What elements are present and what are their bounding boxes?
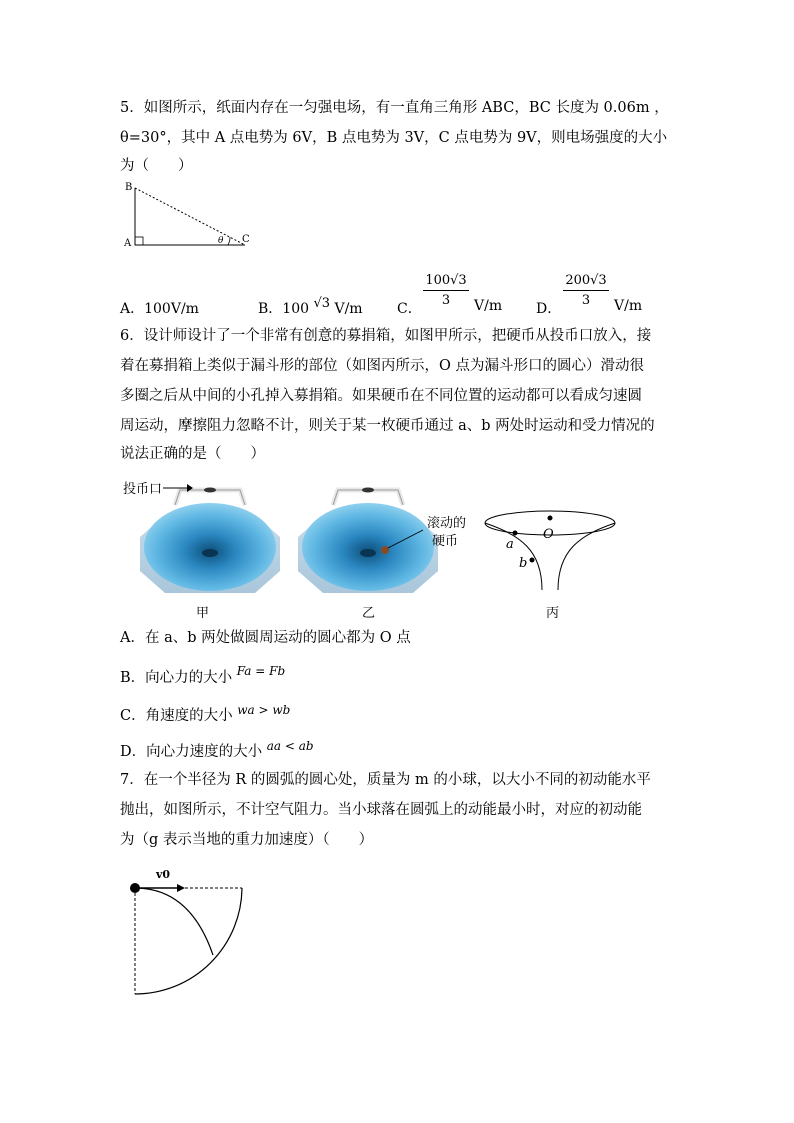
q7-stem-line-3: 为（g 表示当地的重力加速度）（ ） xyxy=(120,832,374,848)
q6-option-d-formula: aa < ab xyxy=(266,739,314,753)
q5-option-c-fraction xyxy=(423,273,469,308)
q6-label-b: b xyxy=(519,556,528,571)
q5-option-c-numerator: 100√3 xyxy=(425,273,467,288)
q6-option-b-text: B．向心力的大小 xyxy=(120,670,233,686)
q5-stem-line-1: 5．如图所示，纸面内存在一匀强电场，有一直角三角形 ABC，BC 长度为 0.06m ， xyxy=(120,100,669,116)
q6-option-d-text: D．向心力速度的大小 xyxy=(120,744,263,760)
q5-stem-line-3: 为（ ） xyxy=(120,158,193,174)
q5-label-b: B xyxy=(125,182,133,193)
q5-option-b-sqrt: √3 xyxy=(313,296,331,311)
q5-option-b-prefix: B．100 xyxy=(258,301,310,317)
q5-option-d-denominator: 3 xyxy=(581,293,591,308)
q5-option-d-numerator: 200√3 xyxy=(565,273,607,288)
q6-stem-line-3: 多圈之后从中间的小孔掉入募捐箱。如果硬币在不同位置的运动都可以看成匀速圆 xyxy=(120,388,642,404)
q6-stem-line-2: 着在募捐箱上类似于漏斗形的部位（如图丙所示，O 点为漏斗形口的圆心）滑动很 xyxy=(120,358,644,374)
q5-option-d-fraction xyxy=(563,273,609,308)
q6-funnel-diagram-bing xyxy=(480,505,620,595)
q6-caption-yi: 乙 xyxy=(362,606,376,621)
q6-option-b-formula: Fa = Fb xyxy=(236,664,286,678)
q6-stem-line-4: 周运动，摩擦阻力忽略不计，则关于某一枚硬币通过 a、b 两处时运动和受力情况的 xyxy=(120,418,655,434)
q7-stem-line-1: 7．在一个半径为 R 的圆弧的圆心处，质量为 m 的小球，以大小不同的初动能水平 xyxy=(120,772,651,788)
q6-option-b xyxy=(120,664,286,688)
q5-label-c: C xyxy=(242,234,250,245)
q5-label-a: A xyxy=(124,238,132,249)
q5-stem-line-2: θ=30°，其中 A 点电势为 6V，B 点电势为 3V，C 点电势为 9V，则电场强度的大小 xyxy=(120,130,668,146)
q5-option-c-fraction-bar xyxy=(423,290,469,291)
q7-arc-trajectory-figure xyxy=(125,872,255,1002)
q6-label-coin-slot: 投币口 xyxy=(123,482,163,497)
q6-option-c-formula: wa > wb xyxy=(237,703,291,717)
q7-label-v0: v0 xyxy=(156,868,171,881)
q6-label-a: a xyxy=(506,537,514,552)
q7-stem-line-2: 抛出，如图所示，不计空气阻力。当小球落在圆弧上的动能最小时，对应的初动能 xyxy=(120,802,642,818)
q5-option-b xyxy=(258,298,363,318)
q6-donation-box-yi-image xyxy=(293,475,443,600)
q5-option-b-unit: V/m xyxy=(334,301,363,317)
q5-label-theta: θ xyxy=(218,236,224,246)
q6-stem-line-5: 说法正确的是（ ） xyxy=(120,446,265,462)
q5-option-a: A．100V/m xyxy=(120,301,199,317)
q5-option-c-prefix: C． xyxy=(397,301,422,317)
q6-coin-slot-arrow-icon xyxy=(163,482,193,494)
q5-option-c-unit: V/m xyxy=(474,298,503,314)
q6-option-c xyxy=(120,703,291,726)
q6-option-a: A．在 a、b 两处做圆周运动的圆心都为 O 点 xyxy=(120,630,411,646)
q6-label-o: O xyxy=(543,527,554,542)
q5-option-d-prefix: D． xyxy=(536,301,562,317)
q5-triangle-figure xyxy=(120,180,260,260)
q6-option-c-text: C．角速度的大小 xyxy=(120,708,233,724)
q6-caption-bing: 丙 xyxy=(546,606,560,621)
q5-option-c-denominator: 3 xyxy=(441,293,451,308)
q6-label-rolling-coin-1: 滚动的 xyxy=(427,516,467,531)
q6-option-d xyxy=(120,739,314,762)
q5-option-d-fraction-bar xyxy=(563,290,609,291)
q6-caption-jia: 甲 xyxy=(196,606,210,621)
q6-stem-line-1: 6．设计师设计了一个非常有创意的募捐箱，如图甲所示，把硬币从投币口放入，接 xyxy=(120,328,652,344)
q6-label-rolling-coin-2: 硬币 xyxy=(432,534,459,549)
q5-option-d-unit: V/m xyxy=(614,298,643,314)
